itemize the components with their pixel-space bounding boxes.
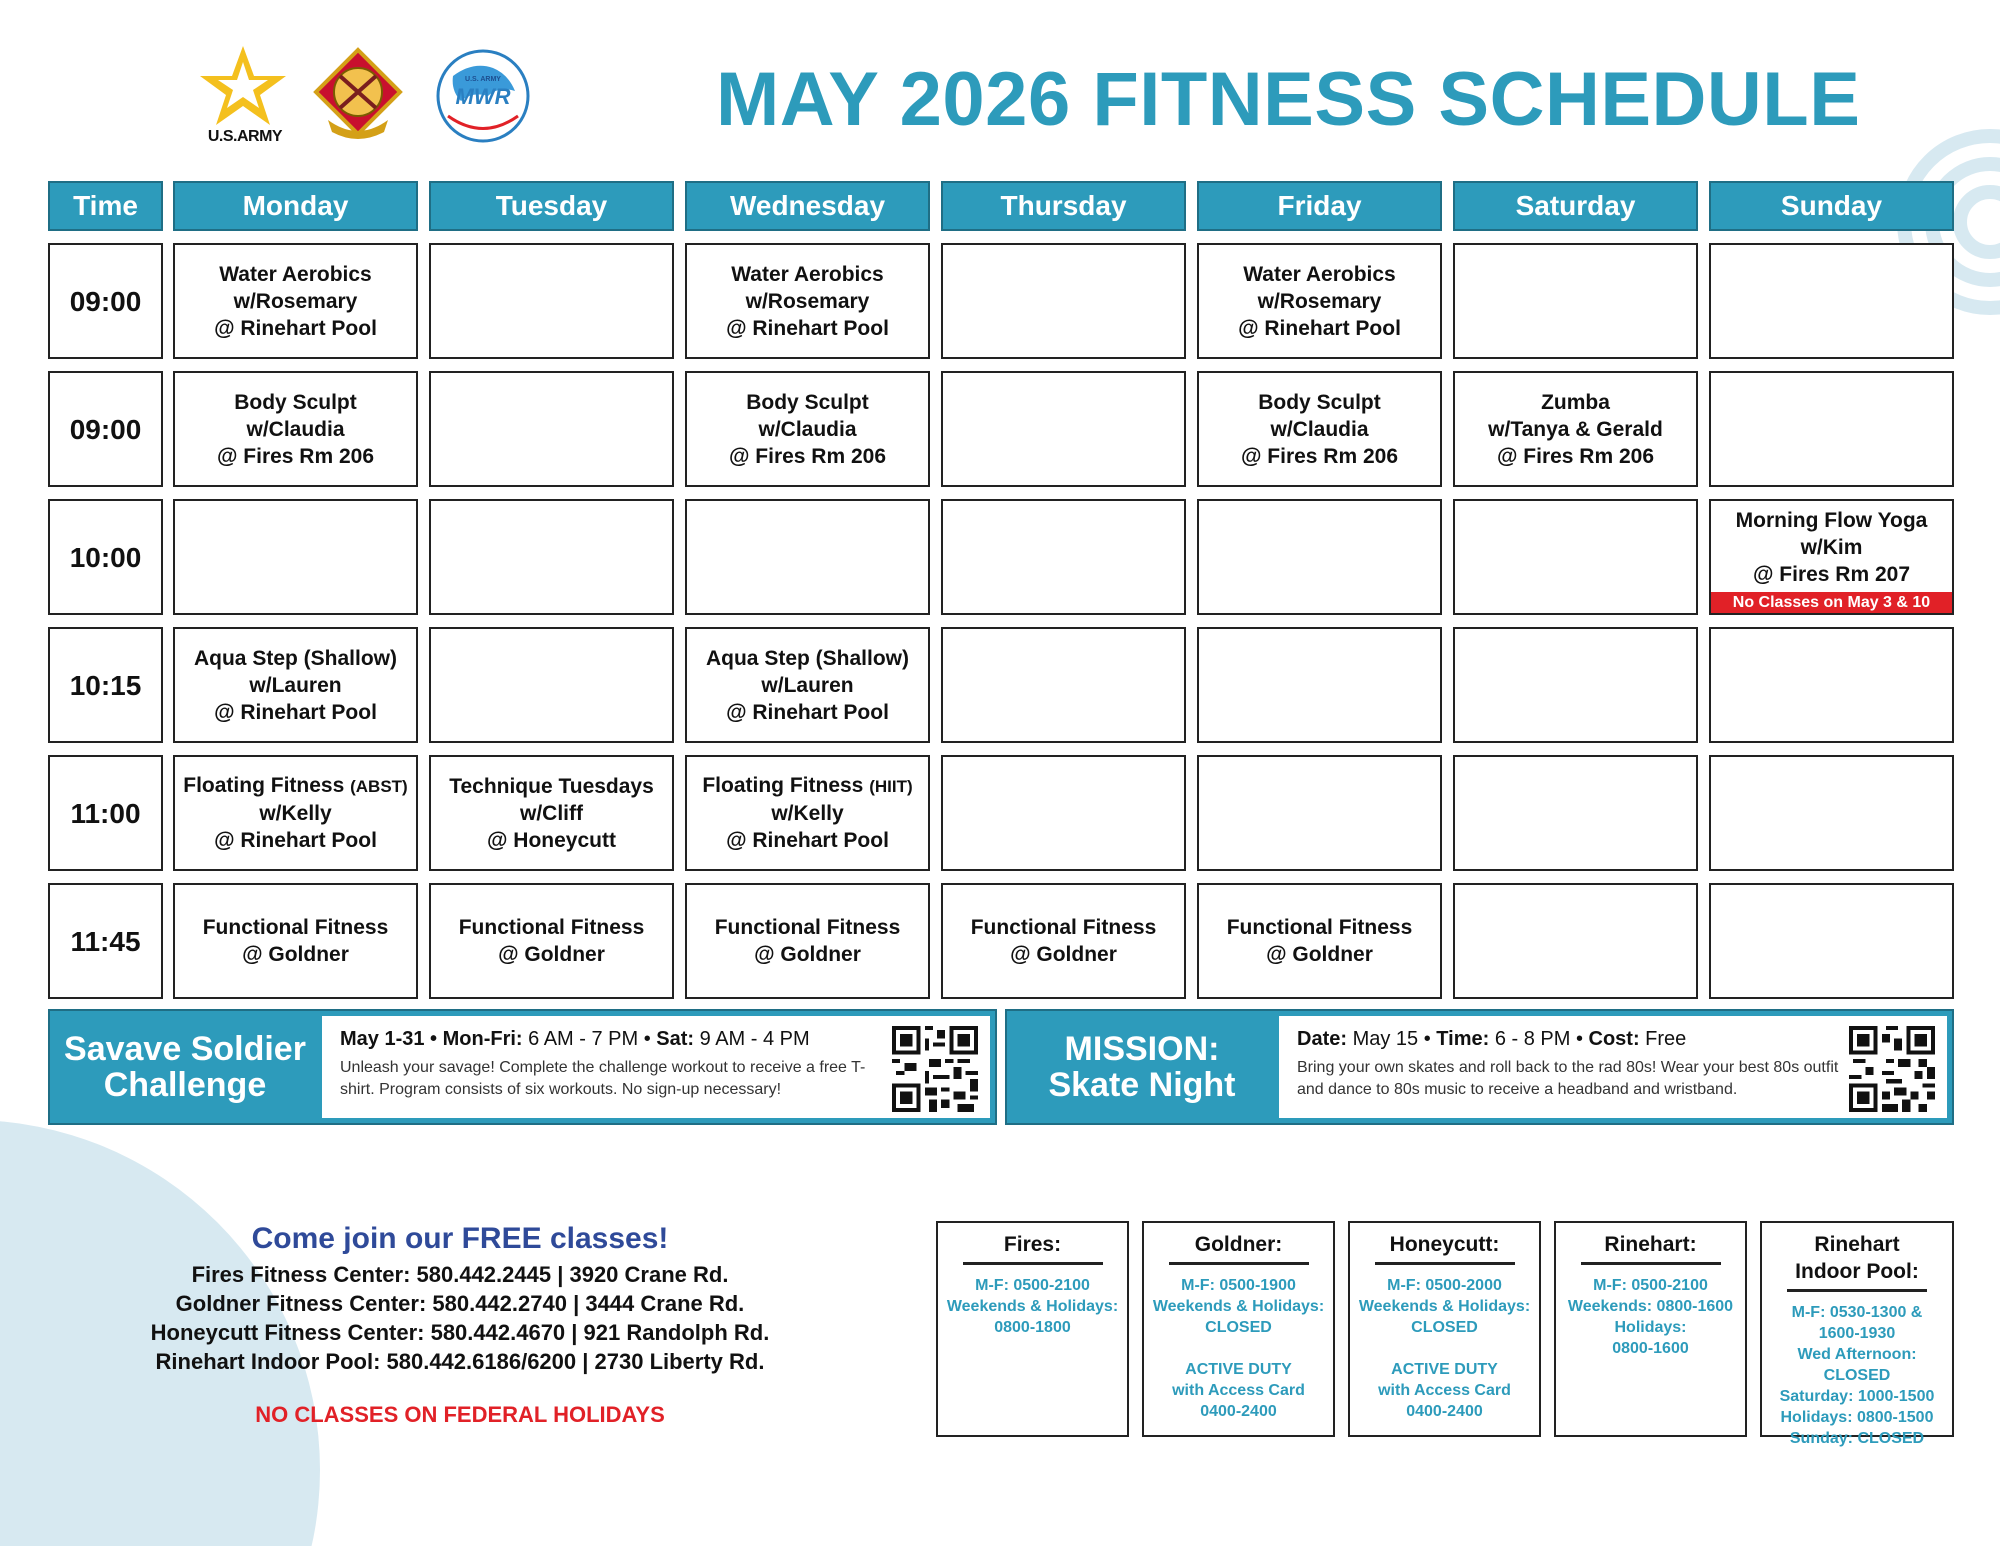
class-cell-wednesday (685, 755, 930, 871)
class-instructor (249, 672, 341, 699)
class-line-text: w/Lauren (249, 673, 342, 697)
class-name (1227, 914, 1413, 941)
class-location (1010, 941, 1117, 968)
empty-cell-thursday (941, 755, 1186, 871)
class-line-text: w/Claudia (1270, 417, 1369, 441)
hours-box-rinehart (1554, 1221, 1747, 1437)
skate-title-line2: Skate Night (1048, 1066, 1236, 1104)
class-line-text: Floating Fitness (183, 774, 351, 797)
class-line-text: w/Lauren (761, 673, 854, 697)
class-line-text: @ Fires Rm 206 (728, 444, 887, 468)
class-instructor (746, 288, 870, 315)
class-instructor (1258, 288, 1382, 315)
class-line-text: @ Honeycutt (487, 828, 616, 852)
hours-text: M-F: 0500-2100 Weekends: 0800-1600 Holidays: 0800-1600 (1567, 1277, 1734, 1357)
holiday-notice: NO CLASSES ON FEDERAL HOLIDAYS (255, 1402, 665, 1427)
mwr-logo (433, 46, 533, 146)
empty-cell-saturday (1453, 499, 1698, 615)
qr-code-icon[interactable] (1849, 1026, 1935, 1112)
class-name (1541, 389, 1610, 416)
header-monday: Monday (173, 181, 418, 231)
class-location (214, 315, 377, 342)
skate-cost-label: Cost: (1588, 1028, 1640, 1050)
skate-night-banner (1005, 1009, 1954, 1125)
class-instructor (1488, 416, 1663, 443)
class-line-text: w/Rosemary (233, 289, 358, 313)
skate-date-label: Date: (1297, 1028, 1348, 1050)
empty-cell-wednesday (685, 499, 930, 615)
class-instructor (259, 800, 331, 827)
class-location (1238, 315, 1401, 342)
savage-challenge-details (322, 1016, 990, 1118)
empty-cell-thursday (941, 371, 1186, 487)
hours-text: M-F: 0500-2000 Weekends & Holidays: CLOSED ACTIVE DUTY with Access Card 0400-2400 (1358, 1277, 1531, 1420)
time-slot: 10:15 (48, 627, 163, 743)
join-title: Come join our FREE classes! (251, 1222, 669, 1255)
empty-cell-sunday (1709, 371, 1954, 487)
header-time: Time (48, 181, 163, 231)
class-line-text: w/Rosemary (745, 289, 870, 313)
divider (1787, 1289, 1927, 1292)
hours-box-rinehart-pool (1760, 1221, 1954, 1447)
empty-cell-monday (173, 499, 418, 615)
skate-date-value: May 15 • (1347, 1028, 1437, 1050)
hours-text: M-F: 0530-1300 & 1600-1930 Wed Afternoon: CLOSED Saturday: 1000-1500 Holidays: 0800-1500 Sunday: CLOSED (1779, 1304, 1935, 1447)
time-slot: 09:00 (48, 371, 163, 487)
class-line-text: @ Goldner (1010, 943, 1117, 966)
class-line-text: w/Tanya & Gerald (1488, 417, 1663, 441)
class-instructor (520, 800, 583, 827)
divider (963, 1262, 1103, 1265)
class-location (726, 699, 889, 726)
skate-night-title (1007, 1011, 1277, 1123)
header-tuesday: Tuesday (429, 181, 674, 231)
skate-night-details (1279, 1016, 1947, 1118)
skate-title-line1: MISSION: (1064, 1030, 1220, 1068)
hours-box-goldner (1142, 1221, 1335, 1437)
class-line-text: @ Rinehart Pool (726, 700, 889, 724)
class-line-text: w/Kelly (771, 802, 844, 825)
header-sunday: Sunday (1709, 181, 1954, 231)
class-type-suffix: (ABST) (350, 777, 408, 796)
class-line-text: Body Sculpt (1258, 390, 1381, 414)
class-cell-saturday (1453, 371, 1698, 487)
army-logo-text: U.S.ARMY (207, 128, 283, 145)
savage-sat-hours: 9 AM - 4 PM (694, 1028, 810, 1050)
no-classes-notice: No Classes on May 3 & 10 (1711, 592, 1952, 613)
empty-cell-saturday (1453, 883, 1698, 999)
class-instructor (771, 800, 843, 827)
class-name (459, 914, 645, 941)
class-cell-friday (1197, 243, 1442, 359)
class-instructor (234, 288, 358, 315)
time-slot: 11:00 (48, 755, 163, 871)
class-line-text: w/Rosemary (1257, 289, 1382, 313)
time-slot: 10:00 (48, 499, 163, 615)
class-line-text: @ Goldner (754, 943, 861, 966)
hours-title: Honeycutt: (1389, 1233, 1500, 1256)
savage-title-line1: Savave Soldier (64, 1030, 306, 1068)
class-cell-sunday (1709, 499, 1954, 615)
savage-weekday-hours: 6 AM - 7 PM • (522, 1028, 657, 1050)
class-line-text: @ Rinehart Pool (1238, 316, 1401, 340)
class-line-text: @ Rinehart Pool (214, 316, 377, 340)
class-name (715, 914, 901, 941)
class-line-text: @ Rinehart Pool (726, 829, 889, 852)
savage-title-line2: Challenge (103, 1066, 267, 1104)
savage-description: Unleash your savage! Complete the challenge workout to receive a free T-shirt. Program consists of six workouts. No sign-up necessary! (340, 1059, 866, 1098)
class-location (217, 443, 374, 470)
army-logo (198, 44, 288, 154)
class-location (726, 827, 889, 854)
empty-cell-sunday (1709, 243, 1954, 359)
hours-title: Goldner: (1194, 1233, 1283, 1256)
class-line-text: Aqua Step (Shallow) (193, 646, 397, 670)
class-line-text: w/Kim (1800, 536, 1863, 559)
savage-challenge-banner (48, 1009, 997, 1125)
class-name (706, 645, 909, 672)
class-cell-monday (173, 627, 418, 743)
class-location (487, 827, 616, 854)
class-location (1241, 443, 1398, 470)
header-wednesday: Wednesday (685, 181, 930, 231)
class-name (702, 772, 912, 800)
class-cell-wednesday (685, 371, 930, 487)
class-location (1497, 443, 1654, 470)
class-location (726, 315, 889, 342)
empty-cell-tuesday (429, 627, 674, 743)
empty-cell-sunday (1709, 883, 1954, 999)
savage-sat-label: Sat: (656, 1028, 695, 1050)
honeycutt-contact-line: Honeycutt Fitness Center: 580.442.4670 | 921 Randolph Rd. (150, 1320, 770, 1345)
class-cell-monday (173, 371, 418, 487)
class-name (731, 261, 884, 288)
divider (1169, 1262, 1309, 1265)
contact-info (110, 1222, 810, 1428)
class-line-text: @ Rinehart Pool (214, 829, 377, 852)
header-thursday: Thursday (941, 181, 1186, 231)
class-line-text: Zumba (1541, 390, 1610, 414)
empty-cell-tuesday (429, 371, 674, 487)
class-name (1258, 389, 1381, 416)
class-cell-tuesday (429, 883, 674, 999)
class-line-text: @ Fires Rm 206 (1496, 444, 1655, 468)
class-location (242, 941, 349, 968)
hours-text: M-F: 0500-1900 Weekends & Holidays: CLOSED ACTIVE DUTY with Access Card 0400-2400 (1152, 1277, 1325, 1420)
class-line-text: Aqua Step (Shallow) (705, 646, 909, 670)
class-cell-monday (173, 755, 418, 871)
class-cell-wednesday (685, 627, 930, 743)
class-location (214, 827, 377, 854)
rinehart-contact-line: Rinehart Indoor Pool: 580.442.6186/6200 | 2730 Liberty Rd. (155, 1349, 765, 1374)
class-line-text: w/Claudia (758, 417, 857, 441)
class-line-text: w/Claudia (246, 417, 345, 441)
mwr-logo-text: MWR (455, 84, 511, 109)
hours-title: Rinehart: (1604, 1233, 1697, 1256)
class-line-text: Water Aerobics (1243, 262, 1396, 286)
class-cell-thursday (941, 883, 1186, 999)
class-instructor (1801, 534, 1863, 561)
class-cell-monday (173, 883, 418, 999)
class-line-text: @ Rinehart Pool (726, 316, 889, 340)
class-line-text: Water Aerobics (219, 262, 372, 286)
empty-cell-thursday (941, 499, 1186, 615)
class-cell-monday (173, 243, 418, 359)
skate-cost-value: Free (1639, 1028, 1687, 1050)
class-name (746, 389, 869, 416)
class-location (1266, 941, 1373, 968)
class-location (729, 443, 886, 470)
class-cell-friday (1197, 883, 1442, 999)
class-line-text: Functional Fitness (970, 916, 1157, 939)
page-title: MAY 2026 FITNESS SCHEDULE (716, 57, 1861, 142)
time-slot: 11:45 (48, 883, 163, 999)
class-line-text: Water Aerobics (731, 262, 884, 286)
hours-title: Fires: (1003, 1233, 1062, 1256)
class-line-text: @ Goldner (498, 943, 605, 966)
class-line-text: Functional Fitness (714, 916, 901, 939)
class-cell-friday (1197, 371, 1442, 487)
class-instructor (761, 672, 853, 699)
qr-code-icon[interactable] (892, 1026, 978, 1112)
class-line-text: Functional Fitness (1226, 916, 1413, 939)
crest-logo (308, 46, 408, 146)
class-line-text: Body Sculpt (746, 390, 869, 414)
class-name (183, 772, 407, 800)
time-slot: 09:00 (48, 243, 163, 359)
empty-cell-friday (1197, 627, 1442, 743)
empty-cell-thursday (941, 627, 1186, 743)
skate-description: Bring your own skates and roll back to the rad 80s! Wear your best 80s outfit and dance to 80s music to receive a headband and wristband. (1297, 1059, 1839, 1098)
class-line-text: @ Fires Rm 206 (216, 444, 375, 468)
class-instructor (758, 416, 856, 443)
class-line-text: Technique Tuesdays (449, 774, 654, 798)
logo-group (198, 44, 538, 154)
class-line-text: @ Rinehart Pool (214, 700, 377, 724)
divider (1581, 1262, 1721, 1265)
header-friday: Friday (1197, 181, 1442, 231)
savage-challenge-title (50, 1011, 320, 1123)
header-saturday: Saturday (1453, 181, 1698, 231)
class-line-text: w/Cliff (520, 801, 583, 825)
divider (1375, 1262, 1515, 1265)
hours-box-honeycutt (1348, 1221, 1541, 1437)
empty-cell-friday (1197, 499, 1442, 615)
class-name (1243, 261, 1396, 288)
class-line-text: Morning Flow Yoga (1735, 509, 1928, 532)
empty-cell-saturday (1453, 755, 1698, 871)
class-instructor (246, 416, 344, 443)
skate-time-label: Time: (1436, 1028, 1490, 1050)
class-line-text: Body Sculpt (234, 390, 357, 414)
hours-box-fires (936, 1221, 1129, 1437)
empty-cell-tuesday (429, 243, 674, 359)
class-line-text: w/Kelly (259, 802, 332, 825)
class-location (498, 941, 605, 968)
class-name (1736, 507, 1928, 534)
class-line-text: Floating Fitness (702, 774, 870, 797)
class-line-text: @ Goldner (242, 943, 349, 966)
empty-cell-sunday (1709, 627, 1954, 743)
class-name (234, 389, 357, 416)
empty-cell-friday (1197, 755, 1442, 871)
empty-cell-saturday (1453, 627, 1698, 743)
mwr-logo-sub: U.S. ARMY (465, 76, 501, 83)
empty-cell-sunday (1709, 755, 1954, 871)
class-line-text: @ Goldner (1266, 943, 1373, 966)
class-cell-wednesday (685, 243, 930, 359)
class-name (194, 645, 397, 672)
class-name (971, 914, 1157, 941)
crest-icon (308, 46, 408, 146)
class-line-text: @ Fires Rm 207 (1752, 563, 1911, 586)
class-type-suffix: (HIIT) (869, 777, 913, 796)
class-location (214, 699, 377, 726)
hours-title: Rinehart Indoor Pool: (1795, 1233, 1919, 1283)
class-instructor (1270, 416, 1368, 443)
star-icon (198, 44, 288, 128)
skate-time-value: 6 - 8 PM • (1489, 1028, 1589, 1050)
class-line-text: Functional Fitness (202, 916, 389, 939)
class-cell-wednesday (685, 883, 930, 999)
class-cell-tuesday (429, 755, 674, 871)
fires-contact-line: Fires Fitness Center: 580.442.2445 | 3920 Crane Rd. (191, 1262, 729, 1287)
class-location (754, 941, 861, 968)
class-location (1753, 561, 1910, 588)
schedule-grid (48, 181, 1954, 999)
class-name (449, 773, 654, 800)
class-line-text: @ Fires Rm 206 (1240, 444, 1399, 468)
savage-dates-label: May 1-31 • Mon-Fri: (340, 1028, 523, 1050)
class-name (203, 914, 389, 941)
empty-cell-tuesday (429, 499, 674, 615)
goldner-contact-line: Goldner Fitness Center: 580.442.2740 | 3444 Crane Rd. (175, 1291, 745, 1316)
class-name (219, 261, 372, 288)
hours-text: M-F: 0500-2100 Weekends & Holidays: 0800-1800 (946, 1277, 1119, 1336)
empty-cell-thursday (941, 243, 1186, 359)
empty-cell-saturday (1453, 243, 1698, 359)
class-line-text: Functional Fitness (458, 916, 645, 939)
